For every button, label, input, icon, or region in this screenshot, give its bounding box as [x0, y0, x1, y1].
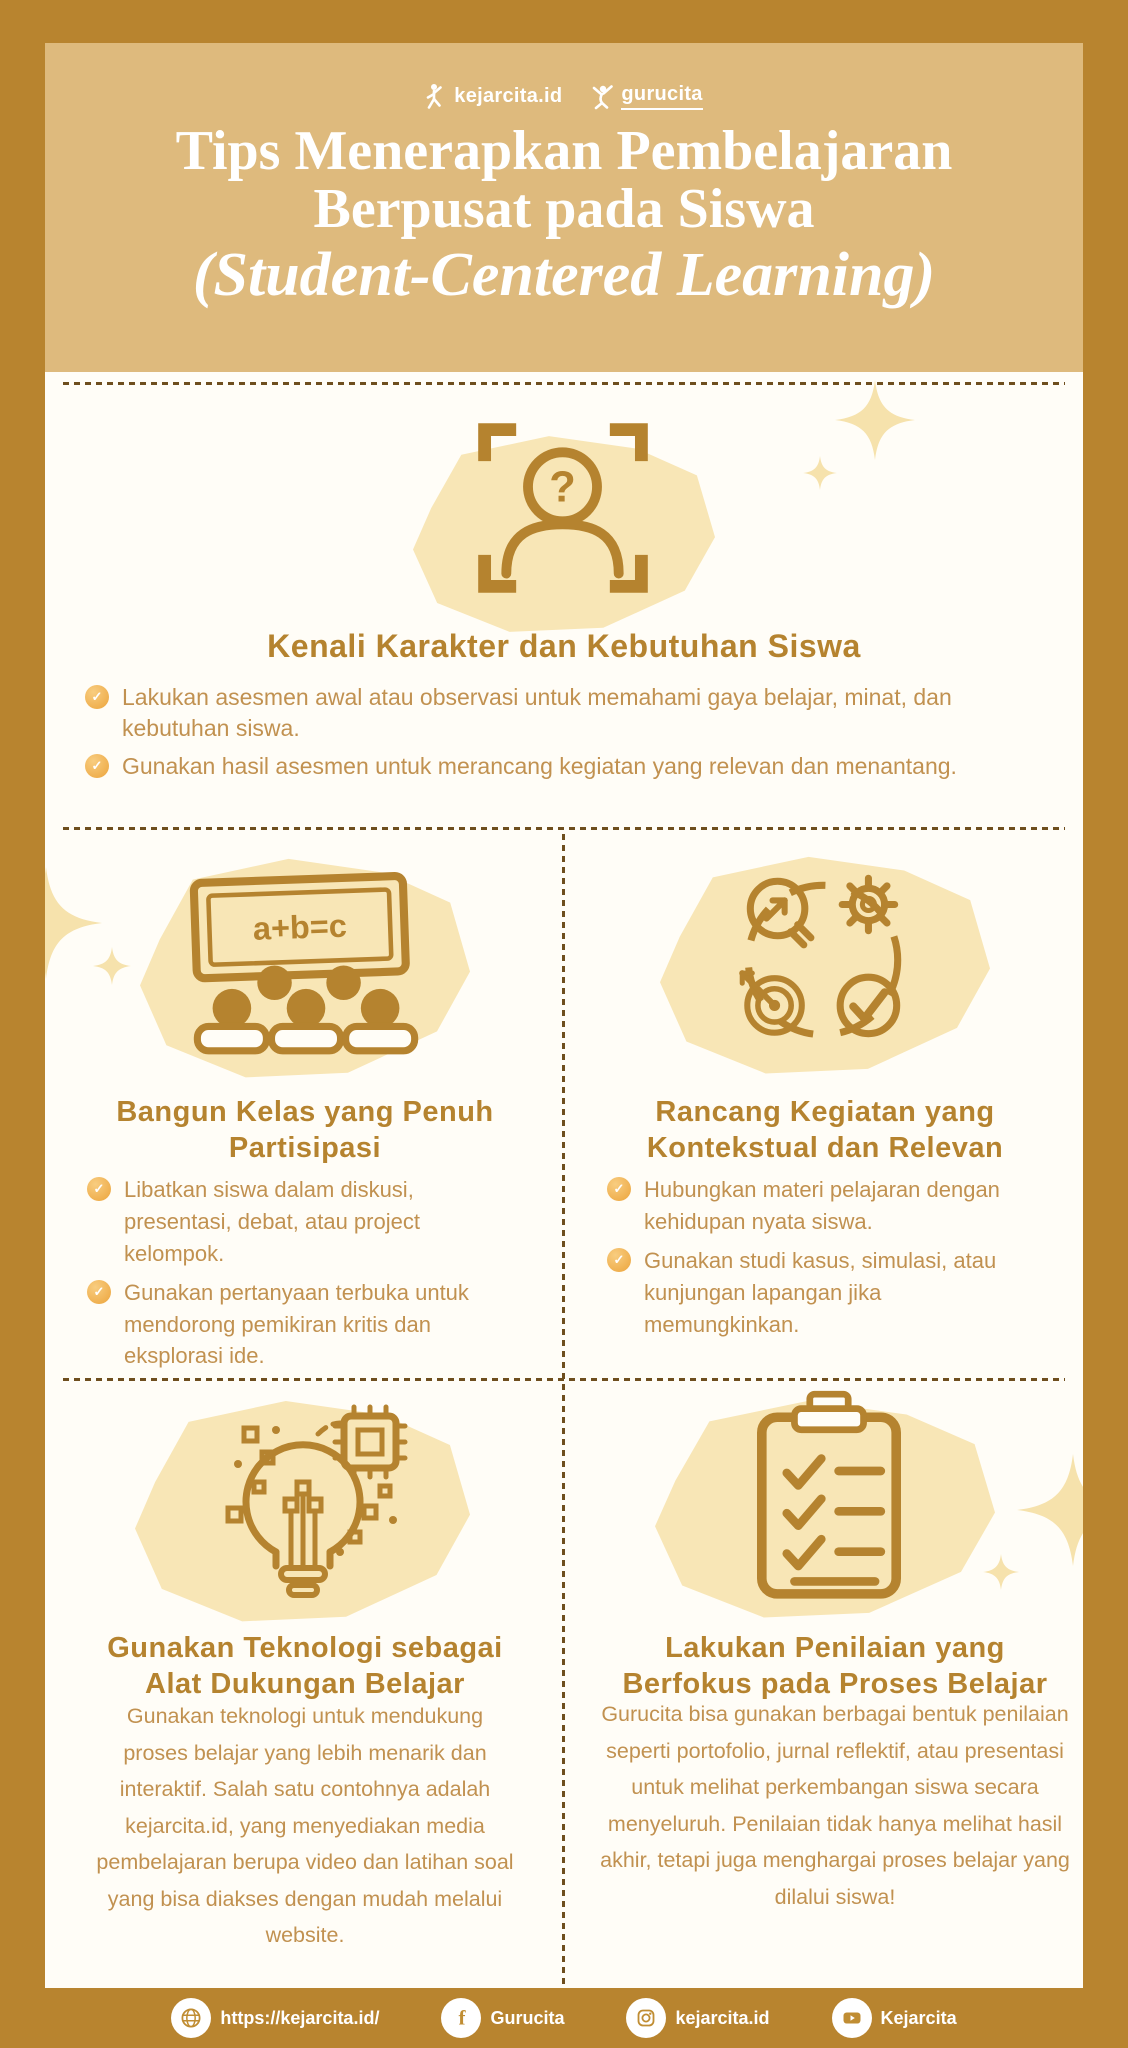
bullet-text: Gunakan hasil asesmen untuk merancang kegiatan yang relevan dan menantang.	[122, 753, 957, 780]
brand-logos	[45, 83, 1083, 110]
footer-website-link[interactable]	[171, 1998, 379, 2038]
youtube-icon	[832, 1998, 872, 2038]
gurucita-logo-text: gurucita	[621, 83, 702, 110]
list-item	[607, 1245, 1037, 1341]
dashed-divider	[63, 827, 1065, 830]
dashed-divider-vertical	[562, 834, 565, 1986]
sparkle-icon	[93, 947, 131, 985]
footer-facebook-link[interactable]	[441, 1998, 564, 2038]
gurucita-logo	[590, 83, 702, 110]
check-icon: ✓	[85, 754, 109, 778]
section-heading-kenali-karakter: Kenali Karakter dan Kebutuhan Siswa	[267, 628, 861, 664]
kejarcita-logo	[425, 83, 562, 110]
check-icon: ✓	[607, 1177, 631, 1201]
bullet-text: Libatkan siswa dalam diskusi, presentasi, debat, atau project kelompok.	[124, 1177, 420, 1266]
tech-lightbulb-icon	[188, 1390, 418, 1620]
footer-website-label: https://kejarcita.id/	[220, 2007, 380, 2028]
list-item	[85, 682, 995, 744]
section-bullets	[607, 1174, 1037, 1340]
bullet-text: Hubungkan materi pelajaran dengan kehidupan nyata siswa.	[644, 1177, 1000, 1234]
content-card	[45, 372, 1083, 1988]
globe-icon	[171, 1998, 211, 2038]
sparkle-icon	[835, 380, 915, 460]
check-icon: ✓	[87, 1177, 111, 1201]
kejarcita-person-icon	[425, 83, 447, 110]
sparkle-icon	[983, 1554, 1019, 1590]
page-title	[45, 122, 1083, 238]
person-question-icon	[457, 402, 669, 614]
bullet-text: Gunakan pertanyaan terbuka untuk mendorong pemikiran kritis dan eksplorasi ide.	[124, 1279, 469, 1369]
section-bullets	[87, 1174, 487, 1372]
footer-youtube-label: Kejarcita	[880, 2007, 957, 2028]
section-paragraph: Gurucita bisa gunakan berbagai bentuk penilaian seperti portofolio, jurnal reflektif, atau presentasi untuk melihat perkembangan siswa secara menyeluruh. Penilaian tidak hanya melihat hasil akhir, tetapi juga menghargai proses belajar yang dilalui siswa!	[600, 1702, 1070, 1909]
bullet-text: Gunakan studi kasus, simulasi, atau kunjungan lapangan jika memungkinkan.	[644, 1247, 997, 1337]
title-line-2: Berpusat pada Siswa	[313, 178, 815, 240]
footer-facebook-label: Gurucita	[490, 2007, 565, 2028]
check-icon: ✓	[85, 685, 109, 709]
section-heading-rancang-kegiatan: Rancang Kegiatan yang Kontekstual dan Relevan	[646, 1096, 1004, 1164]
question-glyph: ?	[549, 463, 576, 512]
svg-text:f: f	[458, 2006, 466, 2030]
idea-process-icon	[717, 854, 929, 1066]
instagram-icon	[626, 1998, 666, 2038]
classroom-icon	[173, 869, 437, 1057]
section-heading-lakukan-penilaian: Lakukan Penilaian yang Berfokus pada Proses Belajar	[622, 1632, 1048, 1700]
gurucita-person-icon	[590, 84, 614, 110]
title-line-1: Tips Menerapkan Pembelajaran	[175, 120, 953, 182]
footer-instagram-label: kejarcita.id	[675, 2007, 770, 2028]
facebook-icon	[441, 1998, 481, 2038]
page-subtitle: (Student-Centered Learning)	[192, 241, 936, 309]
sparkle-icon	[803, 456, 837, 490]
check-icon: ✓	[607, 1248, 631, 1272]
list-item	[87, 1277, 487, 1373]
dashed-divider	[63, 1378, 1065, 1381]
board-formula: a+b=c	[252, 907, 348, 947]
section-heading-bangun-kelas: Bangun Kelas yang Penuh Partisipasi	[116, 1096, 494, 1164]
checklist-clipboard-icon	[733, 1384, 925, 1606]
section-bullets	[85, 682, 995, 782]
section-heading-gunakan-teknologi: Gunakan Teknologi sebagai Alat Dukungan Belajar	[107, 1632, 503, 1700]
bullet-text: Lakukan asesmen awal atau observasi untuk memahami gaya belajar, minat, dan kebutuhan siswa.	[122, 684, 952, 742]
check-icon: ✓	[87, 1280, 111, 1304]
footer-instagram-link[interactable]	[626, 1998, 769, 2038]
sparkle-icon	[1017, 1454, 1083, 1566]
header	[45, 43, 1083, 372]
list-item	[87, 1174, 487, 1270]
dashed-divider	[63, 382, 1065, 385]
footer-youtube-link[interactable]	[832, 1998, 957, 2038]
section-paragraph: Gunakan teknologi untuk mendukung proses belajar yang lebih menarik dan interaktif. Salah satu contohnya adalah kejarcita.id, yang menyediakan media pembelajaran berupa video dan latihan soal yang bisa diakses dengan mudah melalui website.	[96, 1704, 514, 1948]
kejarcita-logo-text: kejarcita.id	[454, 85, 563, 107]
list-item	[85, 751, 995, 782]
list-item	[607, 1174, 1037, 1238]
footer	[0, 1988, 1128, 2048]
